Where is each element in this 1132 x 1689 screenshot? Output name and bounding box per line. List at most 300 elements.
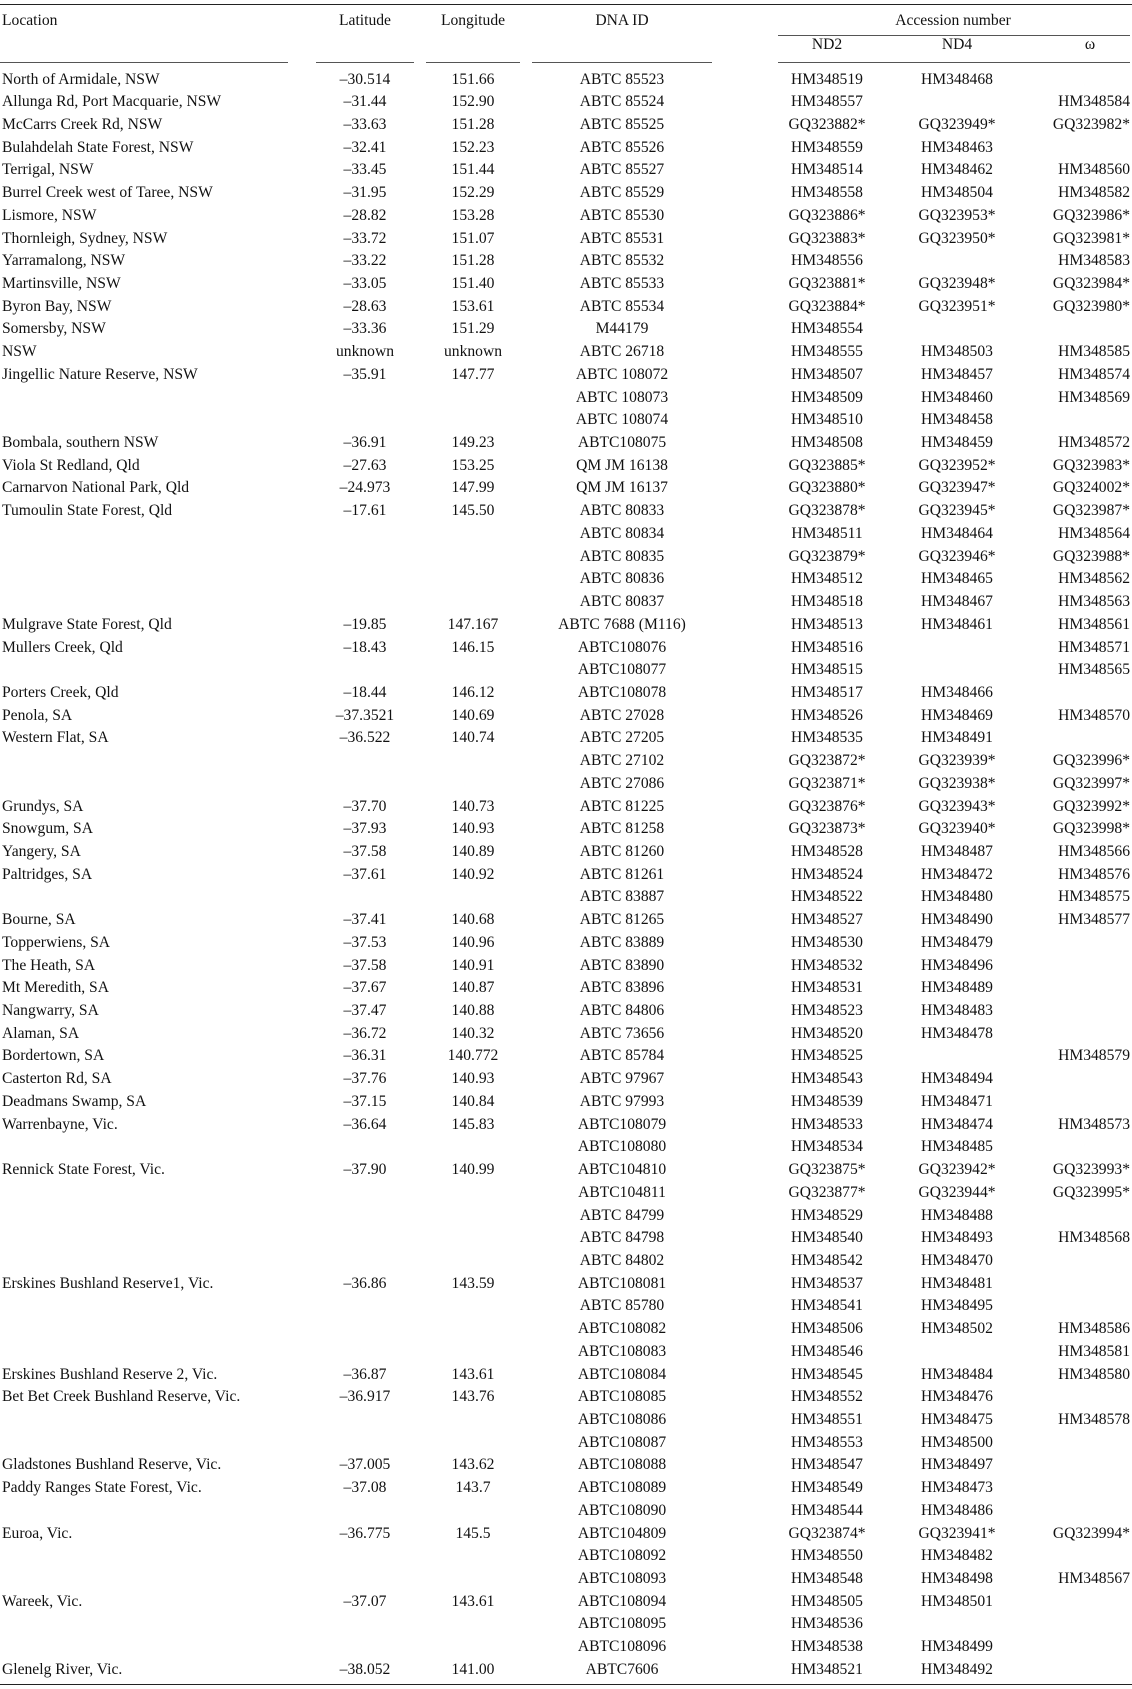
cell-dna-id: ABTC108077 <box>577 661 667 679</box>
cell-longitude: 140.96 <box>451 933 495 951</box>
cell-longitude: 140.92 <box>451 865 495 883</box>
cell-dna-id: ABTC 81261 <box>579 865 665 883</box>
cell-dna-id: M44179 <box>595 320 649 338</box>
cell-longitude: 145.5 <box>455 1524 491 1542</box>
cell-latitude: –37.08 <box>343 1479 387 1497</box>
cell-dna-id: ABTC 85784 <box>579 1047 665 1065</box>
cell-dna-id: ABTC108080 <box>577 1138 667 1156</box>
cell-nd2: HM348528 <box>791 842 863 860</box>
cell-nd4: HM348496 <box>921 956 993 974</box>
cell-nd2: HM348546 <box>791 1342 863 1360</box>
table-row <box>0 750 1132 773</box>
cell-dna-id: ABTC108075 <box>577 434 667 452</box>
cell-dna-id: ABTC 83890 <box>579 956 665 974</box>
cell-nd4: GQ323949* <box>918 115 996 133</box>
cell-latitude: –33.63 <box>343 115 387 133</box>
cell-longitude: 152.90 <box>451 93 495 111</box>
cell-nd4: HM348491 <box>921 729 993 747</box>
cell-nd2: GQ323874* <box>788 1524 866 1542</box>
cell-nd4: GQ323953* <box>918 206 996 224</box>
table-row <box>0 1341 1132 1364</box>
table-row <box>0 1432 1132 1455</box>
cell-omega: GQ323987* <box>1052 502 1130 520</box>
cell-nd4: GQ323941* <box>918 1524 996 1542</box>
cell-nd4: HM348494 <box>921 1070 993 1088</box>
cell-nd2: HM348540 <box>791 1229 863 1247</box>
cell-nd2: HM348548 <box>791 1570 863 1588</box>
cell-nd2: GQ323877* <box>788 1183 866 1201</box>
table-row <box>0 205 1132 228</box>
cell-omega: HM348561 <box>1058 615 1130 633</box>
cell-location: Bulahdelah State Forest, NSW <box>2 138 194 156</box>
cell-nd2: HM348550 <box>791 1547 863 1565</box>
header-accession-number: Accession number <box>895 12 1011 29</box>
cell-dna-id: ABTC104810 <box>577 1161 667 1179</box>
cell-omega: HM348583 <box>1058 252 1130 270</box>
cell-longitude: 153.61 <box>451 297 495 315</box>
cell-latitude: –33.45 <box>343 161 387 179</box>
cell-dna-id: ABTC7606 <box>585 1660 659 1678</box>
table-row <box>0 591 1132 614</box>
cell-nd4: HM348470 <box>921 1251 993 1269</box>
cell-latitude: –37.58 <box>343 956 387 974</box>
cell-longitude: 140.74 <box>451 729 495 747</box>
cell-location: Snowgum, SA <box>2 820 93 838</box>
cell-nd4: HM348500 <box>921 1433 993 1451</box>
cell-nd2: HM348520 <box>791 1024 863 1042</box>
cell-omega: HM348582 <box>1058 184 1130 202</box>
table-row <box>0 841 1132 864</box>
table-row <box>0 1659 1132 1682</box>
cell-nd2: HM348558 <box>791 184 863 202</box>
cell-nd2: GQ323881* <box>788 274 866 292</box>
cell-location: Porters Creek, Qld <box>2 683 119 701</box>
table-row <box>0 455 1132 478</box>
cell-longitude: 151.07 <box>451 229 495 247</box>
cell-dna-id: ABTC 84806 <box>579 1002 665 1020</box>
table-row <box>0 1409 1132 1432</box>
cell-location: NSW <box>2 343 37 361</box>
table-row <box>0 1227 1132 1250</box>
cell-nd4: GQ323940* <box>918 820 996 838</box>
cell-nd4: HM348474 <box>921 1115 993 1133</box>
cell-location: Euroa, Vic. <box>2 1524 73 1542</box>
cell-dna-id: ABTC 84799 <box>579 1206 665 1224</box>
cell-longitude: 145.83 <box>451 1115 495 1133</box>
cell-omega: GQ323988* <box>1052 547 1130 565</box>
cell-dna-id: ABTC108078 <box>577 683 667 701</box>
cell-location: Somersby, NSW <box>2 320 106 338</box>
cell-dna-id: ABTC 85525 <box>579 115 665 133</box>
cell-latitude: –35.91 <box>343 365 387 383</box>
cell-longitude: unknown <box>443 343 503 361</box>
cell-omega: GQ323993* <box>1052 1161 1130 1179</box>
cell-location: McCarrs Creek Rd, NSW <box>2 115 163 133</box>
table-row <box>0 1250 1132 1273</box>
cell-nd4: HM348498 <box>921 1570 993 1588</box>
cell-latitude: –36.86 <box>343 1274 387 1292</box>
table-row <box>0 568 1132 591</box>
cell-dna-id: ABTC108085 <box>577 1388 667 1406</box>
cell-nd2: GQ323885* <box>788 456 866 474</box>
cell-nd2: HM348517 <box>791 683 863 701</box>
cell-nd4: HM348472 <box>921 865 993 883</box>
cell-dna-id: ABTC 80833 <box>579 502 665 520</box>
cell-location: Bombala, southern NSW <box>2 434 159 452</box>
table-row <box>0 1000 1132 1023</box>
cell-nd4: HM348466 <box>921 683 993 701</box>
cell-omega: HM348579 <box>1058 1047 1130 1065</box>
cell-latitude: –24.973 <box>339 479 391 497</box>
table-subheader-row <box>0 34 1132 56</box>
cell-nd2: GQ323880* <box>788 479 866 497</box>
cell-latitude: –37.3521 <box>335 706 395 724</box>
cell-dna-id: ABTC 80837 <box>579 593 665 611</box>
cell-dna-id: ABTC 83887 <box>579 888 665 906</box>
cell-omega: HM348570 <box>1058 706 1130 724</box>
cell-latitude: –37.67 <box>343 979 387 997</box>
table-row <box>0 1636 1132 1659</box>
cell-latitude: –31.95 <box>343 184 387 202</box>
cell-nd2: HM348545 <box>791 1365 863 1383</box>
cell-nd2: HM348505 <box>791 1592 863 1610</box>
cell-dna-id: ABTC 27028 <box>579 706 665 724</box>
cell-nd2: HM348529 <box>791 1206 863 1224</box>
table-row <box>0 1136 1132 1159</box>
cell-longitude: 143.62 <box>451 1456 495 1474</box>
cell-nd4: HM348458 <box>921 411 993 429</box>
cell-omega: HM348562 <box>1058 570 1130 588</box>
header-latitude: Latitude <box>339 12 391 29</box>
cell-dna-id: ABTC108088 <box>577 1456 667 1474</box>
table-row <box>0 1545 1132 1568</box>
table-top-rule <box>0 4 1132 5</box>
cell-dna-id: ABTC 85523 <box>579 70 665 88</box>
table-row <box>0 182 1132 205</box>
cell-omega: HM348573 <box>1058 1115 1130 1133</box>
cell-longitude: 140.68 <box>451 911 495 929</box>
cell-latitude: –28.82 <box>343 206 387 224</box>
table-row <box>0 364 1132 387</box>
cell-latitude: unknown <box>335 343 395 361</box>
table-row <box>0 614 1132 637</box>
cell-location: Terrigal, NSW <box>2 161 94 179</box>
cell-latitude: –36.522 <box>339 729 391 747</box>
cell-nd4: HM348469 <box>921 706 993 724</box>
cell-nd4: GQ323947* <box>918 479 996 497</box>
cell-location: Paltridges, SA <box>2 865 93 883</box>
table-row <box>0 1205 1132 1228</box>
cell-latitude: –37.70 <box>343 797 387 815</box>
table-row <box>0 318 1132 341</box>
table-row <box>0 546 1132 569</box>
cell-omega: GQ323992* <box>1052 797 1130 815</box>
cell-dna-id: ABTC108083 <box>577 1342 667 1360</box>
table-row <box>0 1386 1132 1409</box>
cell-nd2: GQ323886* <box>788 206 866 224</box>
cell-nd4: HM348487 <box>921 842 993 860</box>
cell-nd2: HM348533 <box>791 1115 863 1133</box>
cell-nd4: HM348481 <box>921 1274 993 1292</box>
cell-nd4: HM348484 <box>921 1365 993 1383</box>
cell-nd4: GQ323945* <box>918 502 996 520</box>
cell-dna-id: ABTC108090 <box>577 1501 667 1519</box>
cell-dna-id: ABTC108096 <box>577 1638 667 1656</box>
cell-longitude: 151.66 <box>451 70 495 88</box>
cell-dna-id: ABTC 85530 <box>579 206 665 224</box>
cell-nd4: HM348479 <box>921 933 993 951</box>
cell-nd2: HM348511 <box>791 524 863 542</box>
cell-location: North of Armidale, NSW <box>2 70 160 88</box>
cell-omega: HM348581 <box>1058 1342 1130 1360</box>
cell-nd4: HM348488 <box>921 1206 993 1224</box>
cell-nd2: GQ323876* <box>788 797 866 815</box>
table-row <box>0 137 1132 160</box>
cell-latitude: –18.44 <box>343 683 387 701</box>
cell-latitude: –37.005 <box>339 1456 391 1474</box>
table-row <box>0 296 1132 319</box>
cell-location: Carnarvon National Park, Qld <box>2 479 190 497</box>
cell-omega: HM348567 <box>1058 1570 1130 1588</box>
cell-nd2: HM348555 <box>791 343 863 361</box>
cell-dna-id: ABTC 84802 <box>579 1251 665 1269</box>
table-row <box>0 432 1132 455</box>
cell-nd4: HM348476 <box>921 1388 993 1406</box>
cell-omega: HM348563 <box>1058 593 1130 611</box>
cell-nd4: GQ323938* <box>918 774 996 792</box>
table-row <box>0 69 1132 92</box>
table-row <box>0 977 1132 1000</box>
cell-omega: GQ323983* <box>1052 456 1130 474</box>
cell-omega: HM348575 <box>1058 888 1130 906</box>
table-row <box>0 727 1132 750</box>
cell-omega: HM348569 <box>1058 388 1130 406</box>
cell-nd4: HM348461 <box>921 615 993 633</box>
cell-nd2: HM348559 <box>791 138 863 156</box>
cell-nd4: HM348462 <box>921 161 993 179</box>
cell-omega: HM348564 <box>1058 524 1130 542</box>
cell-nd2: HM348526 <box>791 706 863 724</box>
table-row <box>0 387 1132 410</box>
cell-nd2: GQ323883* <box>788 229 866 247</box>
cell-latitude: –37.53 <box>343 933 387 951</box>
cell-longitude: 145.50 <box>451 502 495 520</box>
cell-nd2: HM348552 <box>791 1388 863 1406</box>
table-row <box>0 1045 1132 1068</box>
cell-nd2: GQ323871* <box>788 774 866 792</box>
cell-dna-id: ABTC 27086 <box>579 774 665 792</box>
cell-location: Grundys, SA <box>2 797 84 815</box>
cell-latitude: –36.31 <box>343 1047 387 1065</box>
table-row <box>0 228 1132 251</box>
cell-latitude: –38.052 <box>339 1660 391 1678</box>
cell-nd2: HM348518 <box>791 593 863 611</box>
cell-dna-id: ABTC 83889 <box>579 933 665 951</box>
cell-dna-id: ABTC 85534 <box>579 297 665 315</box>
cell-longitude: 151.29 <box>451 320 495 338</box>
cell-longitude: 147.77 <box>451 365 495 383</box>
cell-nd2: HM348549 <box>791 1479 863 1497</box>
cell-latitude: –36.72 <box>343 1024 387 1042</box>
cell-longitude: 152.29 <box>451 184 495 202</box>
table-row <box>0 1318 1132 1341</box>
cell-omega: HM348565 <box>1058 661 1130 679</box>
cell-nd4: GQ323946* <box>918 547 996 565</box>
cell-longitude: 140.93 <box>451 1070 495 1088</box>
table-header-row <box>0 10 1132 32</box>
cell-longitude: 141.00 <box>451 1660 495 1678</box>
cell-dna-id: ABTC 27205 <box>579 729 665 747</box>
cell-nd2: HM348534 <box>791 1138 863 1156</box>
cell-latitude: –19.85 <box>343 615 387 633</box>
cell-dna-id: ABTC 85531 <box>579 229 665 247</box>
cell-latitude: –28.63 <box>343 297 387 315</box>
cell-location: Casterton Rd, SA <box>2 1070 112 1088</box>
table-row <box>0 1114 1132 1137</box>
cell-dna-id: ABTC 108074 <box>575 411 669 429</box>
cell-omega: GQ323998* <box>1052 820 1130 838</box>
cell-nd2: HM348531 <box>791 979 863 997</box>
cell-nd2: HM348539 <box>791 1092 863 1110</box>
cell-dna-id: ABTC 80834 <box>579 524 665 542</box>
cell-nd2: HM348508 <box>791 434 863 452</box>
cell-location: Martinsville, NSW <box>2 274 121 292</box>
cell-dna-id: ABTC 97993 <box>579 1092 665 1110</box>
table-row <box>0 1613 1132 1636</box>
cell-latitude: –37.07 <box>343 1592 387 1610</box>
cell-location: Tumoulin State Forest, Qld <box>2 502 173 520</box>
table-row <box>0 273 1132 296</box>
cell-latitude: –36.64 <box>343 1115 387 1133</box>
cell-location: Lismore, NSW <box>2 206 97 224</box>
cell-longitude: 147.167 <box>447 615 499 633</box>
cell-dna-id: ABTC 81265 <box>579 911 665 929</box>
cell-dna-id: ABTC108095 <box>577 1615 667 1633</box>
cell-nd4: HM348480 <box>921 888 993 906</box>
cell-nd4: HM348468 <box>921 70 993 88</box>
cell-nd4: HM348478 <box>921 1024 993 1042</box>
cell-omega: HM348560 <box>1058 161 1130 179</box>
cell-latitude: –37.15 <box>343 1092 387 1110</box>
cell-latitude: –27.63 <box>343 456 387 474</box>
cell-dna-id: ABTC108093 <box>577 1570 667 1588</box>
table-row <box>0 909 1132 932</box>
cell-nd4: HM348503 <box>921 343 993 361</box>
table-row <box>0 886 1132 909</box>
cell-longitude: 146.15 <box>451 638 495 656</box>
cell-omega: HM348578 <box>1058 1410 1130 1428</box>
header-nd4: ND4 <box>941 36 973 53</box>
cell-dna-id: ABTC108092 <box>577 1547 667 1565</box>
table-row <box>0 1273 1132 1296</box>
cell-nd4: HM348486 <box>921 1501 993 1519</box>
cell-location: Alaman, SA <box>2 1024 80 1042</box>
cell-latitude: –37.61 <box>343 865 387 883</box>
cell-omega: GQ323984* <box>1052 274 1130 292</box>
cell-location: Bet Bet Creek Bushland Reserve, Vic. <box>2 1388 241 1406</box>
cell-dna-id: ABTC104809 <box>577 1524 667 1542</box>
cell-latitude: –37.93 <box>343 820 387 838</box>
cell-dna-id: ABTC 108073 <box>575 388 669 406</box>
table-row <box>0 523 1132 546</box>
cell-nd4: HM348457 <box>921 365 993 383</box>
cell-latitude: –31.44 <box>343 93 387 111</box>
cell-location: Yangery, SA <box>2 842 81 860</box>
cell-nd2: HM348553 <box>791 1433 863 1451</box>
table-row <box>0 477 1132 500</box>
table-row <box>0 796 1132 819</box>
cell-longitude: 140.32 <box>451 1024 495 1042</box>
cell-longitude: 147.99 <box>451 479 495 497</box>
cell-nd4: GQ323951* <box>918 297 996 315</box>
cell-nd2: HM348536 <box>791 1615 863 1633</box>
table-row <box>0 1091 1132 1114</box>
cell-omega: GQ324002* <box>1052 479 1130 497</box>
cell-longitude: 151.28 <box>451 115 495 133</box>
cell-latitude: –37.90 <box>343 1161 387 1179</box>
cell-dna-id: ABTC108082 <box>577 1320 667 1338</box>
table-row <box>0 864 1132 887</box>
cell-latitude: –33.22 <box>343 252 387 270</box>
table-row <box>0 818 1132 841</box>
cell-dna-id: ABTC 84798 <box>579 1229 665 1247</box>
cell-nd2: HM348516 <box>791 638 863 656</box>
cell-longitude: 151.44 <box>451 161 495 179</box>
cell-nd4: GQ323943* <box>918 797 996 815</box>
cell-nd2: HM348527 <box>791 911 863 929</box>
table-row <box>0 1454 1132 1477</box>
table-row <box>0 1568 1132 1591</box>
cell-nd4: HM348495 <box>921 1297 993 1315</box>
cell-omega: HM348586 <box>1058 1320 1130 1338</box>
cell-location: Topperwiens, SA <box>2 933 111 951</box>
cell-nd4: HM348492 <box>921 1660 993 1678</box>
cell-longitude: 146.12 <box>451 683 495 701</box>
cell-longitude: 152.23 <box>451 138 495 156</box>
cell-dna-id: ABTC 108072 <box>575 365 669 383</box>
table-row <box>0 955 1132 978</box>
cell-longitude: 151.40 <box>451 274 495 292</box>
cell-nd2: HM348554 <box>791 320 863 338</box>
cell-latitude: –33.05 <box>343 274 387 292</box>
header-rule-accession <box>778 62 1130 63</box>
cell-omega: GQ323980* <box>1052 297 1130 315</box>
cell-nd4: HM348497 <box>921 1456 993 1474</box>
cell-omega: GQ323995* <box>1052 1183 1130 1201</box>
cell-location: Nangwarry, SA <box>2 1002 99 1020</box>
cell-longitude: 149.23 <box>451 434 495 452</box>
cell-nd4: HM348493 <box>921 1229 993 1247</box>
cell-nd4: HM348475 <box>921 1410 993 1428</box>
cell-nd2: HM348514 <box>791 161 863 179</box>
cell-nd4: GQ323939* <box>918 752 996 770</box>
cell-nd2: GQ323884* <box>788 297 866 315</box>
cell-nd2: HM348523 <box>791 1002 863 1020</box>
table-row <box>0 1023 1132 1046</box>
cell-dna-id: ABTC108084 <box>577 1365 667 1383</box>
cell-nd2: HM348513 <box>791 615 863 633</box>
cell-longitude: 153.25 <box>451 456 495 474</box>
cell-dna-id: ABTC 26718 <box>579 343 665 361</box>
cell-omega: HM348584 <box>1058 93 1130 111</box>
cell-location: The Heath, SA <box>2 956 96 974</box>
cell-location: Mullers Creek, Qld <box>2 638 123 656</box>
cell-latitude: –37.47 <box>343 1002 387 1020</box>
cell-nd2: HM348524 <box>791 865 863 883</box>
cell-dna-id: ABTC108086 <box>577 1410 667 1428</box>
cell-nd4: HM348483 <box>921 1002 993 1020</box>
cell-dna-id: ABTC104811 <box>578 1183 666 1201</box>
